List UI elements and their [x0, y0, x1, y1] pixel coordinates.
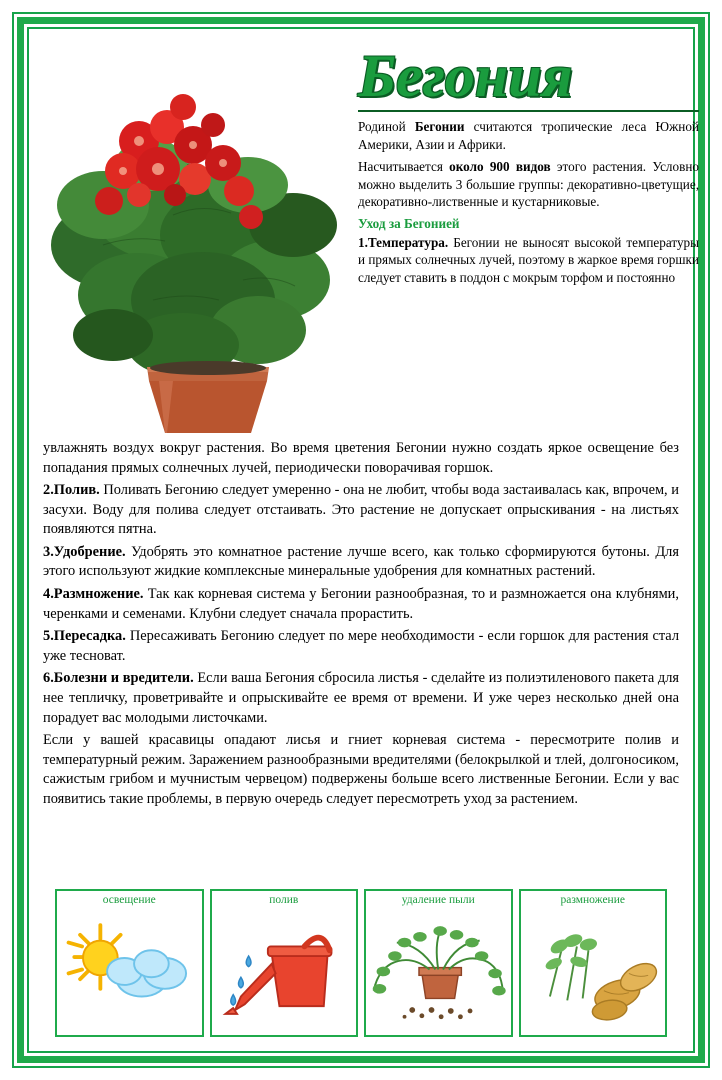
- intro-paragraph-1: Родиной Бегонии считаются тропические леса Южной Америки, Азии и Африки.: [358, 119, 699, 152]
- icon-caption-propagation: размножение: [560, 894, 625, 906]
- icon-cell-lighting: [55, 889, 204, 1037]
- title-column: [358, 39, 699, 291]
- icon-caption-watering: полив: [269, 894, 299, 906]
- paragraph-transplant: 5.Пересадка. Пересаживать Бегонию следует по мере необходимости - если горшок для растения стал уже тесноват.: [43, 628, 679, 664]
- icon-caption-dust-removal: удаление пыли: [401, 894, 475, 906]
- paragraph-propagation: 4.Размножение. Так как корневая система у Бегонии разнообразная, то и размножается она клубнями, черенками и семенами. Клубни следует сначала прорастить.: [43, 586, 679, 622]
- paragraph-watering: 2.Полив. Поливать Бегонию следует умеренно - она не любит, чтобы вода застаивалась как, впрочем, и засухи. Воду для полива следует отстаивать. Это растение не допускает опрыскивания - на листьях появляются пятна.: [43, 482, 679, 538]
- icon-cell-dust-removal: [364, 889, 513, 1037]
- sun-cloud-icon: [57, 906, 202, 1035]
- title-underline: [358, 110, 699, 112]
- poster-content: [33, 33, 699, 1047]
- icon-caption-lighting: освещение: [102, 894, 156, 906]
- intro-paragraph-2: Насчитывается около 900 видов этого растения. Условно можно выделить 3 большие группы: декоративно-цветущие, декоративно-лиственные и кустарниковые.: [358, 159, 699, 210]
- page-title: Бегония: [358, 43, 573, 109]
- header-section: [43, 39, 699, 439]
- paragraph-fertilizer: 3.Удобрение. Удобрять это комнатное растение лучше всего, как только сформируются бутоны. Для этого используют жидкие комплексные минеральные удобрения для комнатных растений.: [43, 543, 679, 580]
- body-section: [43, 439, 679, 809]
- begonia-photo: [43, 45, 353, 435]
- paragraph-humidity: увлажнять воздух вокруг растения. Во время цветения Бегонии нужно создать яркое освещение без попадания прямых солнечных лучей, периодически поворачивая горшок.: [43, 440, 679, 476]
- watering-can-icon: [212, 906, 357, 1035]
- icon-cell-watering: [210, 889, 359, 1037]
- icon-cell-propagation: [519, 889, 668, 1037]
- care-temperature-paragraph: 1.Температура. Бегонии не выносят высокой температуры и прямых солнечных лучей, поэтому в жаркое время горшки следует ставить в поддон с мокрым торфом и постоянно: [358, 234, 699, 285]
- propagation-icon: [521, 906, 666, 1035]
- care-heading: Уход за Бегонией: [358, 215, 460, 231]
- paragraph-pests: 6.Болезни и вредители. Если ваша Бегония сбросила листья - сделайте из полиэтиленового пакета для нее тепличку, проветривайте и опрыскивайте ее время от времени. И уже через несколько дней она порадует вас молодыми листочками.: [43, 670, 679, 726]
- icon-strip: [55, 889, 667, 1037]
- plant-dust-icon: [366, 906, 511, 1035]
- begonia-illustration: [43, 45, 353, 435]
- paragraph-problems: Если у вашей красавицы опадают лисья и гниет корневая система - пересмотрите полив и температурный режим. Заражением разнообразными вредителями (белокрылкой и тлей, долгоносиком, сажистым грибом и мучнистым червецом) подвержены больше всего лиственные Бегонии. Если у вас появитись такие проблемы, в первую очередь следует пересмотреть уход за растением.: [43, 732, 679, 807]
